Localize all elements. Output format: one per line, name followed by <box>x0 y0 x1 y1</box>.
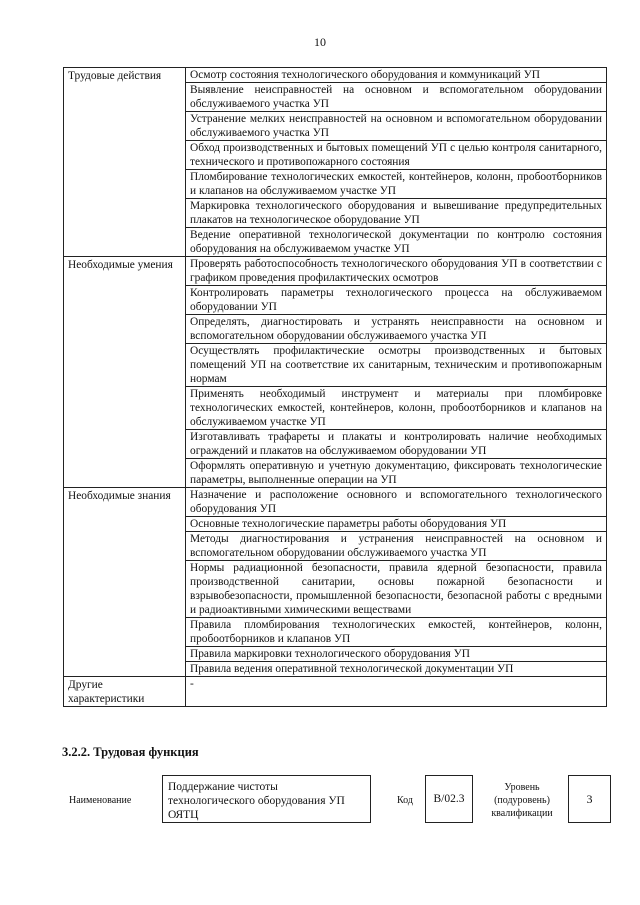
requirement-item: - <box>186 677 607 707</box>
requirement-item: Применять необходимый инструмент и материалы при пломбировке технологических емкостей, контейнеров, колонн, пробоотборников и клапанов на обслуживаемом участке УП <box>186 387 607 430</box>
requirement-category-label: Необходимые знания <box>64 488 186 677</box>
table-row <box>64 488 607 517</box>
requirement-item: Нормы радиационной безопасности, правила ядерной безопасности, правила производственной санитарии, основы пожарной безопасности и взрывобезопасности, промышленной безопасности, безопасной работы с вредными и радиоактивными химическими веществами <box>186 561 607 618</box>
requirement-category-label: Трудовые действия <box>64 68 186 257</box>
requirements-table <box>63 67 607 707</box>
function-name-value: Поддержание чистоты технологического оборудования УП ОЯТЦ <box>162 775 371 823</box>
function-code-label: Код <box>397 795 413 806</box>
requirement-category-label: Необходимые умения <box>64 257 186 488</box>
requirement-item: Устранение мелких неисправностей на основном и вспомогательном оборудовании обслуживаемого участка УП <box>186 112 607 141</box>
requirement-item: Правила ведения оперативной технологической документации УП <box>186 662 607 677</box>
requirement-item: Маркировка технологического оборудования и вывешивание предупредительных плакатов на технологическое оборудование УП <box>186 199 607 228</box>
requirement-item: Оформлять оперативную и учетную документацию, фиксировать технологические параметры, выполненные операции на УП <box>186 459 607 488</box>
requirement-item: Назначение и расположение основного и вспомогательного технологического оборудования УП <box>186 488 607 517</box>
function-name-label: Наименование <box>69 795 132 806</box>
requirement-item: Пломбирование технологических емкостей, контейнеров, колонн, пробоотборников и клапанов на обслуживаемом участке УП <box>186 170 607 199</box>
requirement-item: Осуществлять профилактические осмотры производственных и бытовых помещений УП на соответствие их санитарным, техническим и противопожарным нормам <box>186 344 607 387</box>
page-number: 10 <box>314 35 326 49</box>
requirement-category-label: Другие характеристики <box>64 677 186 707</box>
requirement-item: Правила маркировки технологического оборудования УП <box>186 647 607 662</box>
requirement-item: Изготавливать трафареты и плакаты и контролировать наличие необходимых ограждений и плакатов на обслуживаемом оборудовании УП <box>186 430 607 459</box>
table-row <box>64 68 607 83</box>
requirement-item: Осмотр состояния технологического оборудования и коммуникаций УП <box>186 68 607 83</box>
qualification-level-label: Уровень (подуровень) квалификации <box>491 782 553 819</box>
requirement-item: Обход производственных и бытовых помещений УП с целью контроля санитарного, технического и противопожарного состояния <box>186 141 607 170</box>
requirement-item: Контролировать параметры технологического процесса на обслуживаемом оборудовании УП <box>186 286 607 315</box>
requirement-item: Выявление неисправностей на основном и вспомогательном оборудовании обслуживаемого участка УП <box>186 83 607 112</box>
table-row <box>64 257 607 286</box>
requirements-table-body <box>64 68 607 707</box>
requirement-item: Ведение оперативной технологической документации по контролю состояния оборудования на обслуживаемом участке УП <box>186 228 607 257</box>
requirement-item: Основные технологические параметры работы оборудования УП <box>186 517 607 532</box>
requirement-item: Определять, диагностировать и устранять неисправности на основном и вспомогательном оборудовании обслуживаемого участка УП <box>186 315 607 344</box>
section-title: 3.2.2. Трудовая функция <box>62 745 199 759</box>
requirement-item: Методы диагностирования и устранения неисправностей на основном и вспомогательном оборудовании обслуживаемого участка УП <box>186 532 607 561</box>
function-row <box>63 775 611 825</box>
qualification-level-value: 3 <box>568 775 611 823</box>
requirement-item: Правила пломбирования технологических емкостей, контейнеров, колонн, пробоотборников и клапанов УП <box>186 618 607 647</box>
table-row <box>64 677 607 707</box>
requirement-item: Проверять работоспособность технологического оборудования УП в соответствии с графиком проведения профилактических осмотров <box>186 257 607 286</box>
function-code-value: В/02.3 <box>425 775 473 823</box>
